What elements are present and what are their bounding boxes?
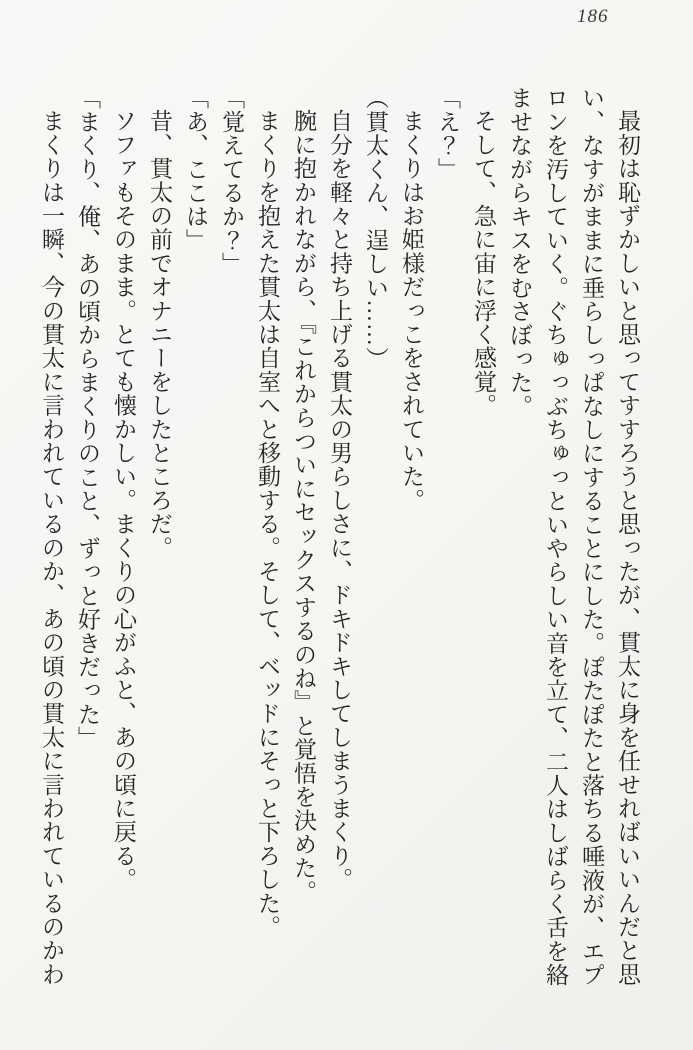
text-line: い、なすがままに垂らしっぱなしにすることにした。ぽたぽたと落ちる唾液が、エプ [579,86,604,987]
text-line: まくりはお姫様だっこをされていた。 [399,109,424,512]
text-line: 「あ、ここは」 [183,86,208,252]
text-line: まくりは一瞬、今の貫太に言われているのか、あの頃の貫太に言われているのかわ [39,109,64,986]
text-line: 「まくり、俺、あの頃からまくりのこと、ずっと好きだった」 [75,86,100,750]
text-line: ロンを汚していく。ぐちゅっぶちゅっといやらしい音を立て、二人はしばらく舌を絡 [543,86,568,987]
text-line: （貫太くん、逞しい……） [363,86,388,371]
text-line: 「え？」 [435,86,460,181]
text-line: まくりを抱えた貫太は自室へと移動する。そして、ベッドにそっと下ろした。 [255,109,280,939]
text-block [33,86,645,988]
text-line: 最初は恥ずかしいと思ってすすろうと思ったが、貫太に身を任せればいいんだと思 [615,109,640,986]
text-line: そして、急に宙に浮く感覚。 [471,109,496,418]
text-line: 昔、貫太の前でオナニーをしたところだ。 [147,109,172,560]
text-line: 腕に抱かれながら、『これからついにセックスするのね』と覚悟を決めた。 [291,109,316,904]
text-line: ませながらキスをむさぼった。 [507,86,532,418]
text-line: 自分を軽々と持ち上げる貫太の男らしさに、ドキドキしてしまうまくり。 [327,109,352,892]
text-line: ソファもそのまま。とても懐かしい。まくりの心がふと、あの頃に戻る。 [111,109,136,892]
text-line: 「覚えてるか？」 [219,86,244,276]
page-number: 186 [577,6,609,27]
